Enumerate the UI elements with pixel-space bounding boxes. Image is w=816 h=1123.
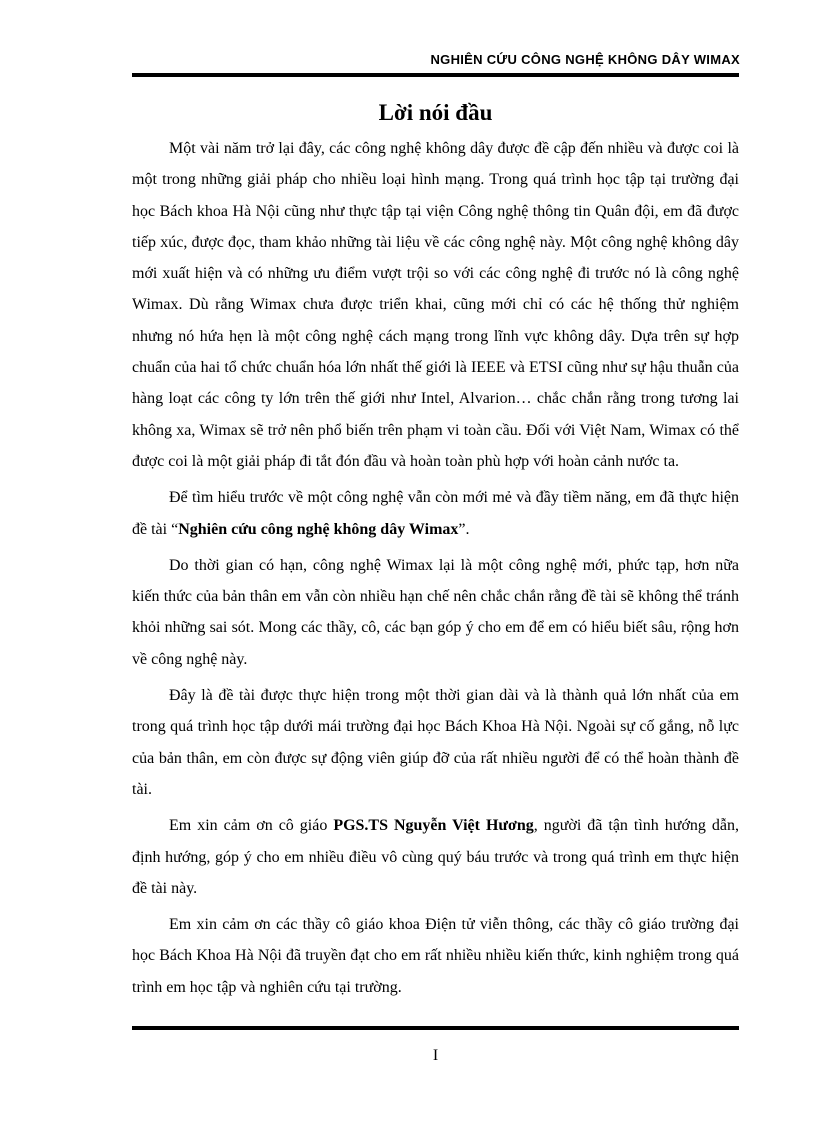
paragraph-thanks-lead: Em xin cảm ơn cô giáo bbox=[169, 817, 334, 835]
page-title: Lời nói đầu bbox=[378, 100, 493, 125]
paragraph-thanks-advisor bbox=[132, 810, 739, 904]
thesis-title-bold: Nghiên cứu công nghệ không dây Wimax bbox=[178, 520, 459, 538]
paragraph-intro: Một vài năm trở lại đây, các công nghệ không dây được đề cập đến nhiều và được coi là một trong những giải pháp cho nhiều loại hình mạng. Trong quá trình học tập tại trường đại học Bách khoa Hà Nội cũng như thực tập tại viện Công nghệ thông tin Quân đội, em đã được tiếp xúc, được đọc, tham khảo những tài liệu về các công nghệ này. Một công nghệ không dây mới xuất hiện và có những ưu điểm vượt trội so với các công nghệ đi trước nó là công nghệ Wimax. Dù rằng Wimax chưa được triển khai, cũng mới chỉ có các hệ thống thử nghiệm nhưng nó hứa hẹn là một công nghệ cách mạng trong lĩnh vực không dây. Dựa trên sự hợp chuẩn của hai tổ chức chuẩn hóa lớn nhất thế giới là IEEE và ETSI cũng như sự hậu thuẫn của hàng loạt các công ty lớn trên thế giới như Intel, Alvarion… chắc chắn rằng trong tương lai không xa, Wimax sẽ trở nên phổ biến trên phạm vi toàn cầu. Đối với Việt Nam, Wimax có thể được coi là một giải pháp đi tắt đón đầu và hoàn toàn phù hợp với hoàn cảnh nước ta. bbox=[132, 140, 739, 470]
paragraph-topic bbox=[132, 482, 739, 545]
header-divider bbox=[132, 73, 739, 77]
paragraph-topic-tail: ”. bbox=[458, 520, 470, 538]
paragraph-thanks-faculty: Em xin cảm ơn các thầy cô giáo khoa Điện tử viễn thông, các thầy cô giáo trường đại học Bách Khoa Hà Nội đã truyền đạt cho em rất nhiều nhiều kiến thức, kinh nghiệm trong quá trình em học tập và nghiên cứu tại trường. bbox=[132, 916, 739, 996]
page-number: I bbox=[432, 1047, 439, 1064]
paragraph-effort: Đây là đề tài được thực hiện trong một thời gian dài và là thành quả lớn nhất của em trong quá trình học tập dưới mái trường đại học Bách Khoa Hà Nội. Ngoài sự cố gắng, nỗ lực của bản thân, em còn được sự động viên giúp đỡ của rất nhiều người để có thể hoàn thành đề tài. bbox=[132, 687, 739, 798]
advisor-name-bold: PGS.TS Nguyễn Việt Hương bbox=[333, 817, 534, 835]
paragraph-thanks-tail: , người đã tận tình hướng dẫn, định hướng, góp ý cho em nhiều điều vô cùng quý báu trước và trong quá trình em thực hiện đề tài này. bbox=[132, 817, 739, 897]
paragraph-topic-lead: Để tìm hiểu trước về một công nghệ vẫn còn mới mẻ và đầy tiềm năng, em đã thực hiện đề tài “ bbox=[132, 489, 739, 538]
running-header-title: NGHIÊN CỨU CÔNG NGHỆ KHÔNG DÂY WIMAX bbox=[430, 52, 740, 67]
footer-divider bbox=[132, 1026, 739, 1030]
body-text bbox=[132, 133, 739, 1008]
paragraph-limitations: Do thời gian có hạn, công nghệ Wimax lại là một công nghệ mới, phức tạp, hơn nữa kiến thức của bản thân em vẫn còn nhiều hạn chế nên chắc chắn rằng đề tài sẽ không thể tránh khỏi những sai sót. Mong các thầy, cô, các bạn góp ý cho em để em có hiểu biết sâu, rộng hơn về công nghệ này. bbox=[132, 556, 739, 668]
